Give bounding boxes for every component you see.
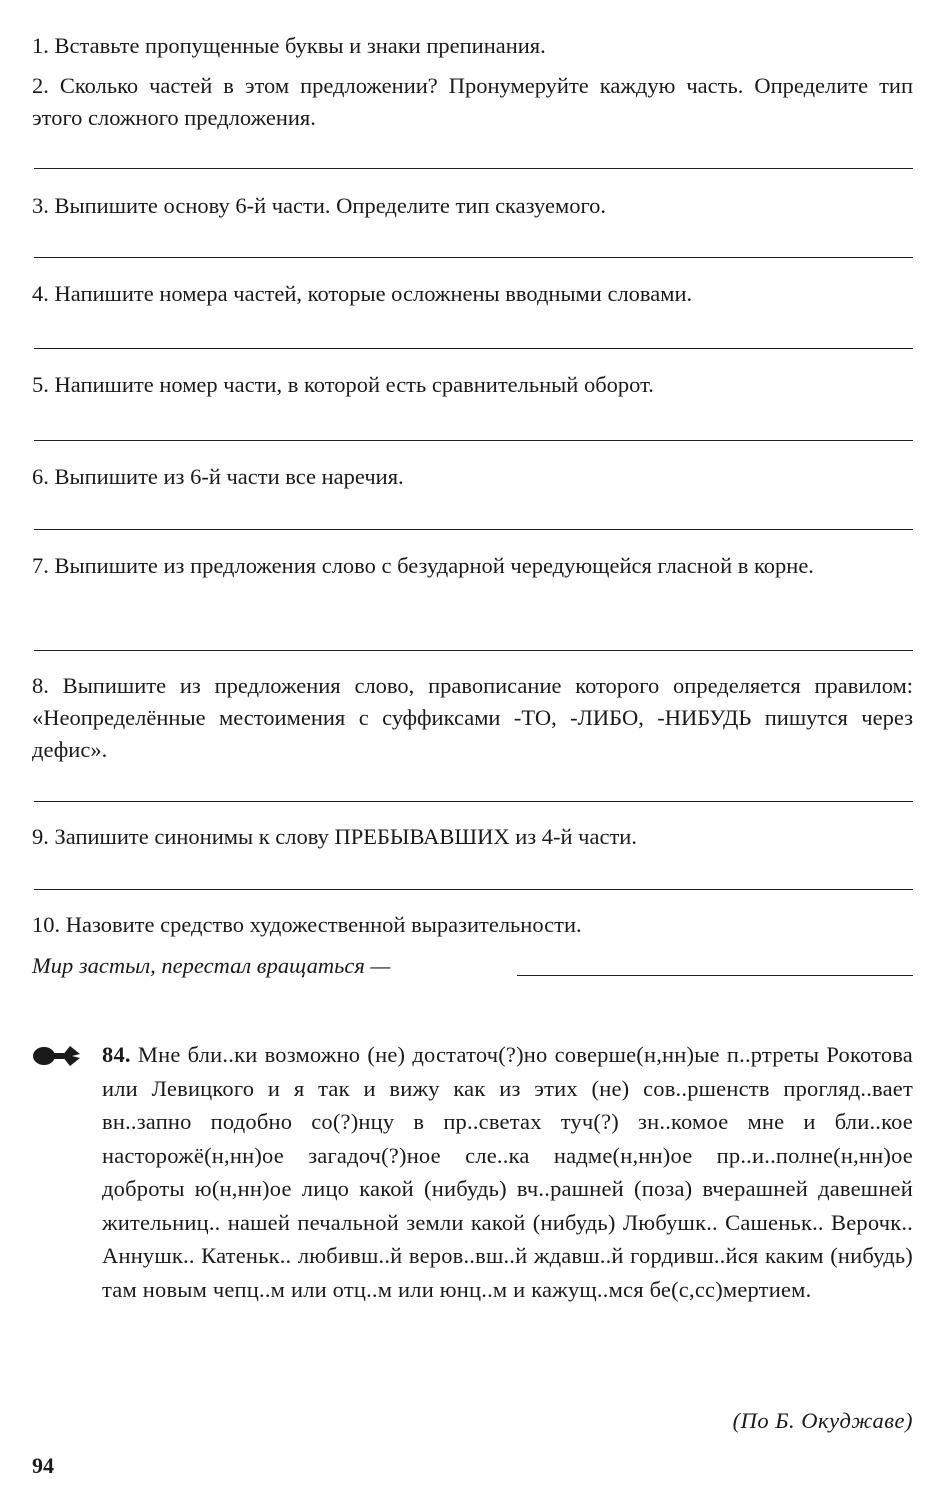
question-6: 6. Выпишите из 6-й части все наречия. [32,464,404,489]
question-9: 9. Запишите синонимы к слову ПРЕБЫВАВШИХ из 4-й части. [32,824,637,849]
page-number: 94 [32,1453,54,1478]
answer-line-2[interactable] [34,168,913,169]
answer-line-8[interactable] [34,801,913,802]
answer-line-6[interactable] [34,529,913,530]
exercise-text-block [102,1038,913,1306]
question-3: 3. Выпишите основу 6-й части. Определите тип сказуемого. [32,193,607,218]
question-8: 8. Выпишите из предложения слово, правописание которого определяется правилом: «Неопределённые местоимения с суффиксами -ТО, -ЛИБО, -НИБУДЬ пишутся через дефис». [32,673,913,762]
exercise-source: (По Б. Окуджаве) [732,1408,913,1433]
question-7: 7. Выпишите из предложения слово с безударной чередующейся гласной в корне. [32,553,814,578]
exercise-number: 84. [102,1042,131,1067]
answer-line-10[interactable] [517,975,913,976]
question-10: 10. Назовите средство художественной выразительности. [32,912,582,937]
exercise-text: Мне бли..ки возможно (не) достаточ(?)но соверше(н,нн)ые п..ртреты Рокотова или Левицкого и я так и вижу как из этих (не) сов..ршенств прогляд..вает вн..запно подобно со(?)нцу в пр..светах туч(?) зн..комое мне и бли..кое насторожё(н,нн)ое загадоч(?)ное сле..ка надме(н,нн)ое пр..и..полне(н,нн)ое доброты ю(н,нн)ое лицо какой (нибудь) вч..рашней (поза) вчерашней давешней жительниц.. нашей печальной земли какой (нибудь) Любушк.. Сашеньк.. Верочк.. Аннушк.. Катеньк.. любивш..й веров..вш..й ждавш..й гордивш..йся каким (нибудь) там новым чепц..м или отц..м или юнц..м и кажущ..мся бе(с,сс)мертием. [102,1042,913,1302]
question-10-prompt: Мир застыл, перестал вращаться — [32,953,391,978]
question-4: 4. Напишите номера частей, которые осложнены вводными словами. [32,281,693,306]
answer-line-4[interactable] [34,348,913,349]
question-5: 5. Напишите номер части, в которой есть сравнительный оборот. [32,372,654,397]
answer-line-3[interactable] [34,257,913,258]
answer-line-7[interactable] [34,650,913,651]
exercise-marker-icon [32,1042,102,1070]
answer-line-5[interactable] [34,440,913,441]
answer-line-9[interactable] [34,889,913,890]
question-1: 1. Вставьте пропущенные буквы и знаки препинания. [32,33,546,58]
question-2: 2. Сколько частей в этом предложении? Пронумеруйте каждую часть. Определите тип этого сложного предложения. [32,73,913,130]
